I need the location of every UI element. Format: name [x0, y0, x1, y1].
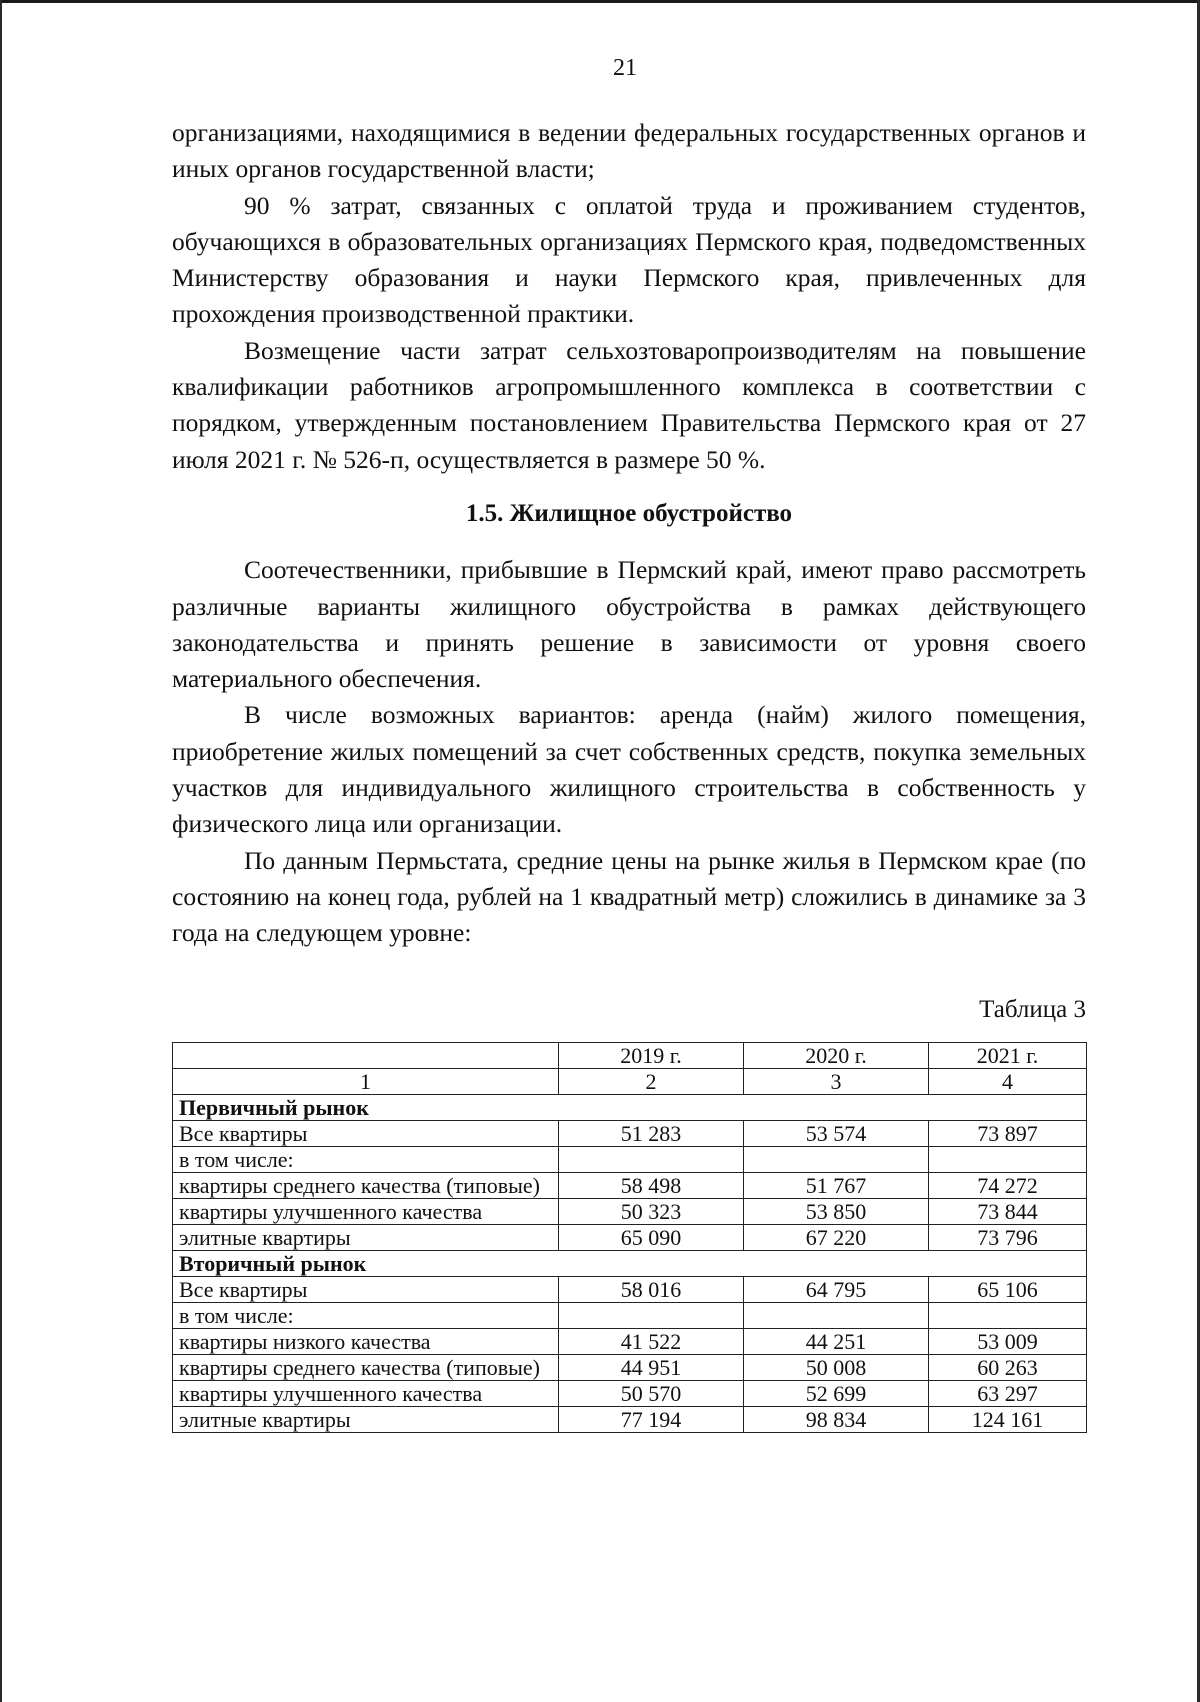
scan-border-left [0, 0, 2, 1702]
row-label: квартиры улучшенного качества [173, 1199, 559, 1225]
table-row [173, 1355, 1087, 1381]
row-label: квартиры среднего качества (типовые) [173, 1173, 559, 1199]
value-cell: 65 106 [929, 1277, 1087, 1303]
table-header-row [173, 1043, 1087, 1069]
value-cell: 53 574 [744, 1121, 929, 1147]
row-label: элитные квартиры [173, 1225, 559, 1251]
header-cell [173, 1043, 559, 1069]
table-row [173, 1147, 1087, 1173]
table-row [173, 1277, 1087, 1303]
table-row [173, 1407, 1087, 1433]
value-cell: 51 767 [744, 1173, 929, 1199]
value-cell: 67 220 [744, 1225, 929, 1251]
header-cell: 2021 г. [929, 1043, 1087, 1069]
table-row [173, 1381, 1087, 1407]
column-number-cell: 3 [744, 1069, 929, 1095]
table-row [173, 1121, 1087, 1147]
value-cell: 63 297 [929, 1381, 1087, 1407]
value-cell: 58 016 [559, 1277, 744, 1303]
paragraph: По данным Пермьстата, средние цены на рынке жилья в Пермском крае (по состоянию на конец года, рублей на 1 квадратный метр) сложились в динамике за 3 года на следующем уровне: [172, 845, 1086, 948]
page-number: 21 [613, 55, 637, 81]
table-caption: Таблица 3 [979, 996, 1086, 1023]
value-cell: 52 699 [744, 1381, 929, 1407]
document-body [172, 115, 1086, 952]
column-number-cell: 2 [559, 1069, 744, 1095]
scan-border-top [0, 0, 1200, 3]
table-row [173, 1303, 1087, 1329]
value-cell: 44 251 [744, 1329, 929, 1355]
header-cell: 2020 г. [744, 1043, 929, 1069]
value-cell: 73 796 [929, 1225, 1087, 1251]
column-number-cell: 1 [173, 1069, 559, 1095]
value-cell: 51 283 [559, 1121, 744, 1147]
section-title: Первичный рынок [173, 1095, 1087, 1121]
value-cell: 74 272 [929, 1173, 1087, 1199]
value-cell: 58 498 [559, 1173, 744, 1199]
section-title: Вторичный рынок [173, 1251, 1087, 1277]
paragraph: Соотечественники, прибывшие в Пермский край, имеют право рассмотреть различные варианты жилищного обустройства в рамках действующего законодательства и принять решение в зависимости от уровня своего материального обеспечения. [172, 555, 1086, 694]
value-cell: 124 161 [929, 1407, 1087, 1433]
section-heading: 1.5. Жилищное обустройство [465, 499, 793, 527]
column-number-row [173, 1069, 1087, 1095]
value-cell: 53 850 [744, 1199, 929, 1225]
value-cell: 77 194 [559, 1407, 744, 1433]
row-label: Все квартиры [173, 1121, 559, 1147]
row-label: в том числе: [173, 1303, 559, 1329]
value-cell: 64 795 [744, 1277, 929, 1303]
value-cell: 53 009 [929, 1329, 1087, 1355]
table-row [173, 1329, 1087, 1355]
value-cell: 41 522 [559, 1329, 744, 1355]
value-cell: 60 263 [929, 1355, 1087, 1381]
value-cell: 50 570 [559, 1381, 744, 1407]
row-label: квартиры улучшенного качества [173, 1381, 559, 1407]
table-row [173, 1173, 1087, 1199]
paragraph: 90 % затрат, связанных с оплатой труда и проживанием студентов, обучающихся в образовательных организациях Пермского края, подведомственных Министерству образования и науки Пермского края, привлеченных для прохождения производственной практики. [172, 190, 1086, 329]
header-cell: 2019 г. [559, 1043, 744, 1069]
row-label: Все квартиры [173, 1277, 559, 1303]
column-number-cell: 4 [929, 1069, 1087, 1095]
row-label: элитные квартиры [173, 1407, 559, 1433]
paragraph: Возмещение части затрат сельхозтоваропроизводителям на повышение квалификации работников агропромышленного комплекса в соответствии с порядком, утвержденным постановлением Правительства Пермского края от 27 июля 2021 г. № 526-п, осуществляется в размере 50 %. [172, 335, 1086, 474]
row-label: в том числе: [173, 1147, 559, 1173]
value-cell: 65 090 [559, 1225, 744, 1251]
row-label: квартиры низкого качества [173, 1329, 559, 1355]
value-cell: 50 008 [744, 1355, 929, 1381]
section-row-primary [173, 1095, 1087, 1121]
value-cell: 73 844 [929, 1199, 1087, 1225]
value-cell: 50 323 [559, 1199, 744, 1225]
housing-prices-table [172, 1042, 1087, 1433]
value-cell: 98 834 [744, 1407, 929, 1433]
paragraph: В числе возможных вариантов: аренда (найм) жилого помещения, приобретение жилых помещений за счет собственных средств, покупка земельных участков для индивидуального жилищного строительства в собственность у физического лица или организации. [172, 700, 1086, 839]
table-row [173, 1225, 1087, 1251]
value-cell: 44 951 [559, 1355, 744, 1381]
paragraph: организациями, находящимися в ведении федеральных государственных органов и иных органов государственной власти; [172, 118, 1086, 184]
row-label: квартиры среднего качества (типовые) [173, 1355, 559, 1381]
table-row [173, 1199, 1087, 1225]
section-row-secondary [173, 1251, 1087, 1277]
value-cell: 73 897 [929, 1121, 1087, 1147]
